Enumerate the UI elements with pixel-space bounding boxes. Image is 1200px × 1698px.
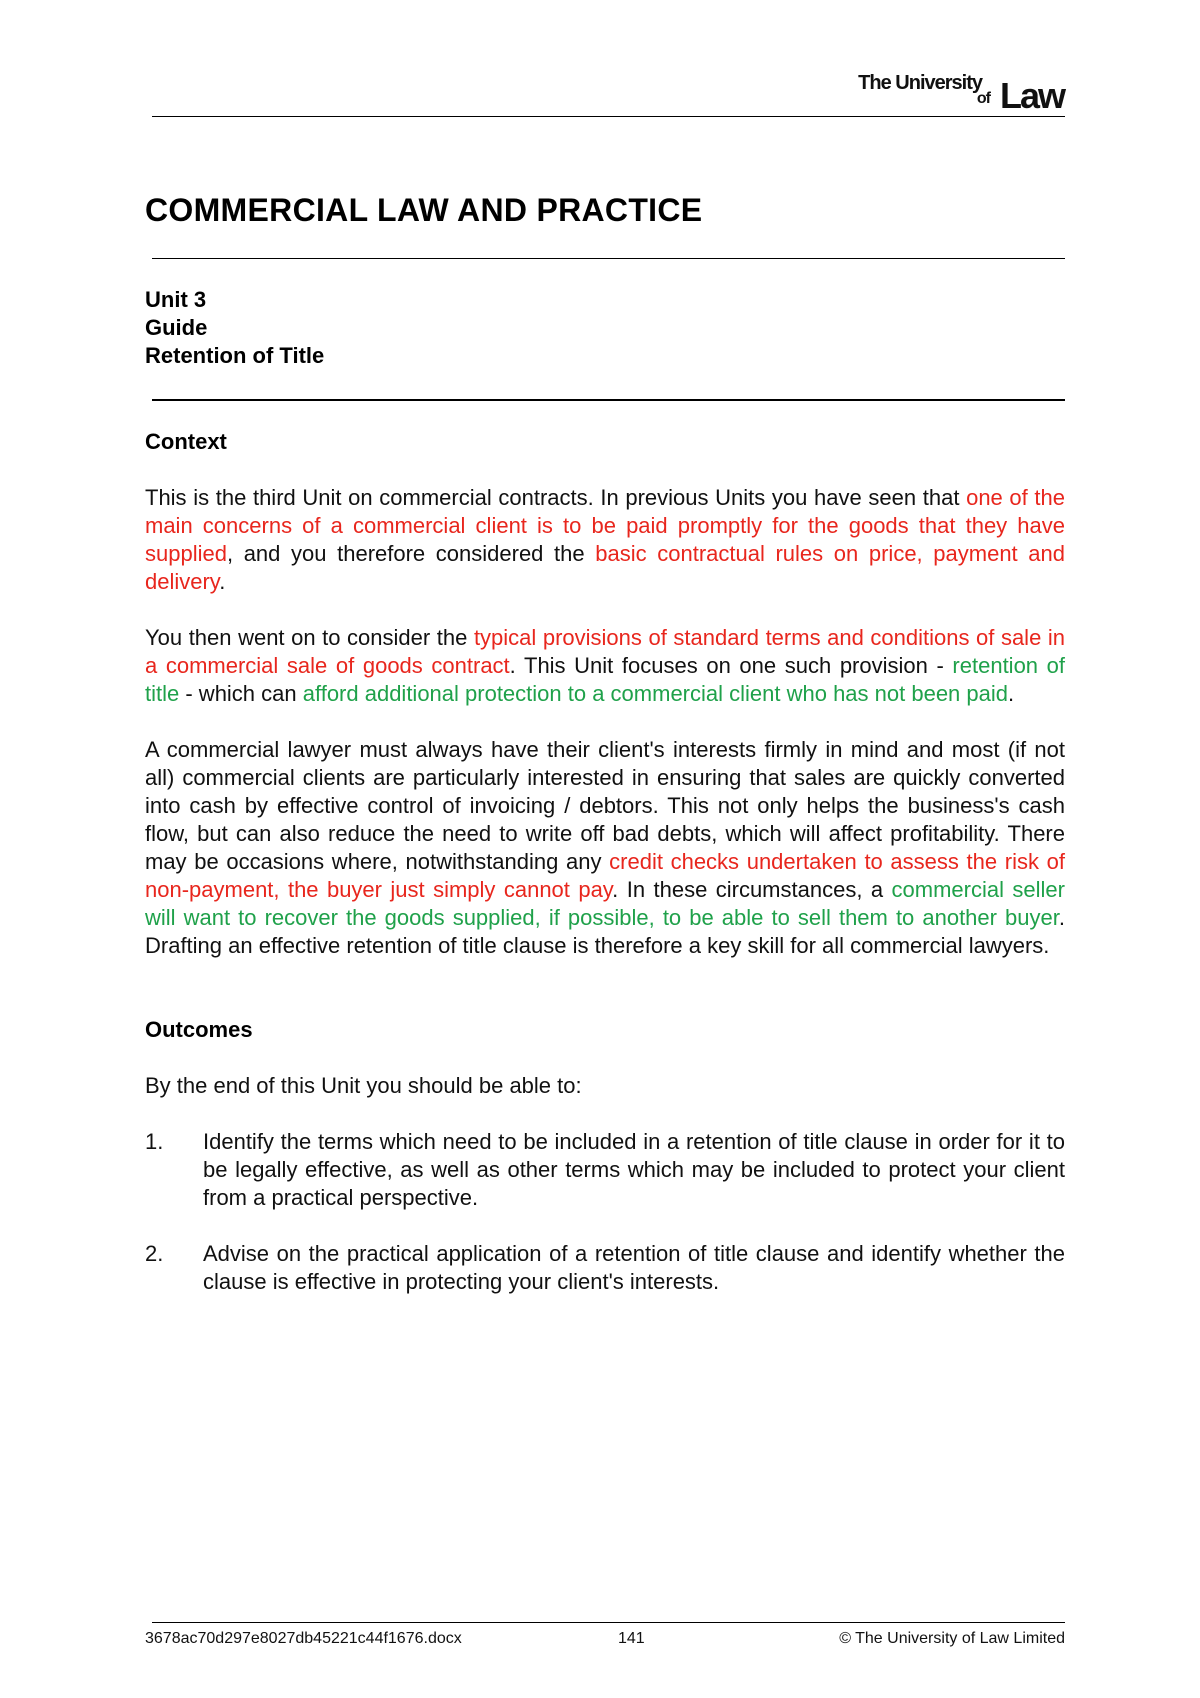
section-divider xyxy=(152,399,1065,401)
document-title: COMMERCIAL LAW AND PRACTICE xyxy=(145,192,703,228)
text-run: You then went on to consider the xyxy=(145,625,474,650)
outcome-item xyxy=(145,1128,1065,1212)
text-run: This is the third Unit on commercial contracts. In previous Units you have seen that xyxy=(145,485,967,510)
unit-number: Unit 3 xyxy=(145,287,207,312)
text-run: A commercial lawyer must always have their client's interests firmly in mind and most (if not all) commercial clients are particularly interested in ensuring that sales are quickly converted into cash by effective control of invoicing / debtors. This not only helps the business's cash flow, but can also reduce the need to write off bad debts, which will affect profitability. There may be occasions where, notwithstanding any xyxy=(145,737,1065,874)
highlighted-text-red: basic contractual rules on price, payment and delivery xyxy=(145,541,1065,594)
footer-copyright: © The University of Law Limited xyxy=(839,1630,1065,1647)
main-content xyxy=(145,428,1065,1296)
logo-text-line2: of xyxy=(976,90,990,107)
university-logo xyxy=(854,72,1064,116)
footer-page-number: 141 xyxy=(618,1630,645,1647)
outcome-number: 2. xyxy=(145,1241,164,1266)
text-run: - which can xyxy=(179,681,303,706)
highlighted-text-red: one of the main concerns of a commercial client is to be paid promptly for the goods that they have supplied xyxy=(145,485,1065,566)
outcomes-intro: By the end of this Unit you should be able to: xyxy=(145,1073,582,1098)
text-run: . This Unit focuses on one such provision - xyxy=(509,653,953,678)
highlighted-text-green: commercial seller will want to recover the goods supplied, if possible, to be able to sell them to another buyer xyxy=(145,877,1065,930)
context-paragraph-3 xyxy=(145,736,1065,960)
highlighted-text-red: typical provisions of standard terms and conditions of sale in a commercial sale of goods contract xyxy=(145,625,1065,678)
outcomes-heading: Outcomes xyxy=(145,1017,253,1042)
context-paragraph-2 xyxy=(145,624,1065,708)
footer-filename: 3678ac70d297e8027db45221c44f1676.docx xyxy=(145,1630,462,1647)
outcome-number: 1. xyxy=(145,1129,164,1154)
highlighted-text-green: retention of title xyxy=(145,653,1065,706)
logo-text-line1: The University xyxy=(858,72,982,94)
outcome-text: Identify the terms which need to be included in a retention of title clause in order for it to be legally effective, as well as other terms which may be included to protect your client from a practical perspective. xyxy=(203,1129,1065,1210)
unit-guide-label: Guide xyxy=(145,315,208,340)
context-heading: Context xyxy=(145,429,227,454)
highlighted-text-green: afford additional protection to a commercial client who has not been paid xyxy=(302,681,1008,706)
outcomes-list xyxy=(145,1128,1065,1296)
title-divider xyxy=(152,258,1065,259)
text-run: , and you therefore considered the xyxy=(226,541,596,566)
unit-topic: Retention of Title xyxy=(145,343,325,368)
text-run: . In these circumstances, a xyxy=(612,877,892,902)
text-run: . xyxy=(219,569,226,594)
outcome-text: Advise on the practical application of a retention of title clause and identify whether the clause is effective in protecting your client's interests. xyxy=(203,1241,1065,1294)
text-run: . Drafting an effective retention of title clause is therefore a key skill for all commercial lawyers. xyxy=(145,905,1065,958)
footer-divider xyxy=(152,1622,1065,1623)
context-paragraph-1 xyxy=(145,484,1065,596)
header-divider xyxy=(152,116,1065,117)
logo-text-line3: Law xyxy=(999,75,1064,116)
text-run: . xyxy=(1008,681,1015,706)
highlighted-text-red: credit checks undertaken to assess the risk of non-payment, the buyer just simply cannot pay xyxy=(145,849,1065,902)
outcome-item xyxy=(145,1240,1065,1296)
unit-info xyxy=(145,286,324,370)
